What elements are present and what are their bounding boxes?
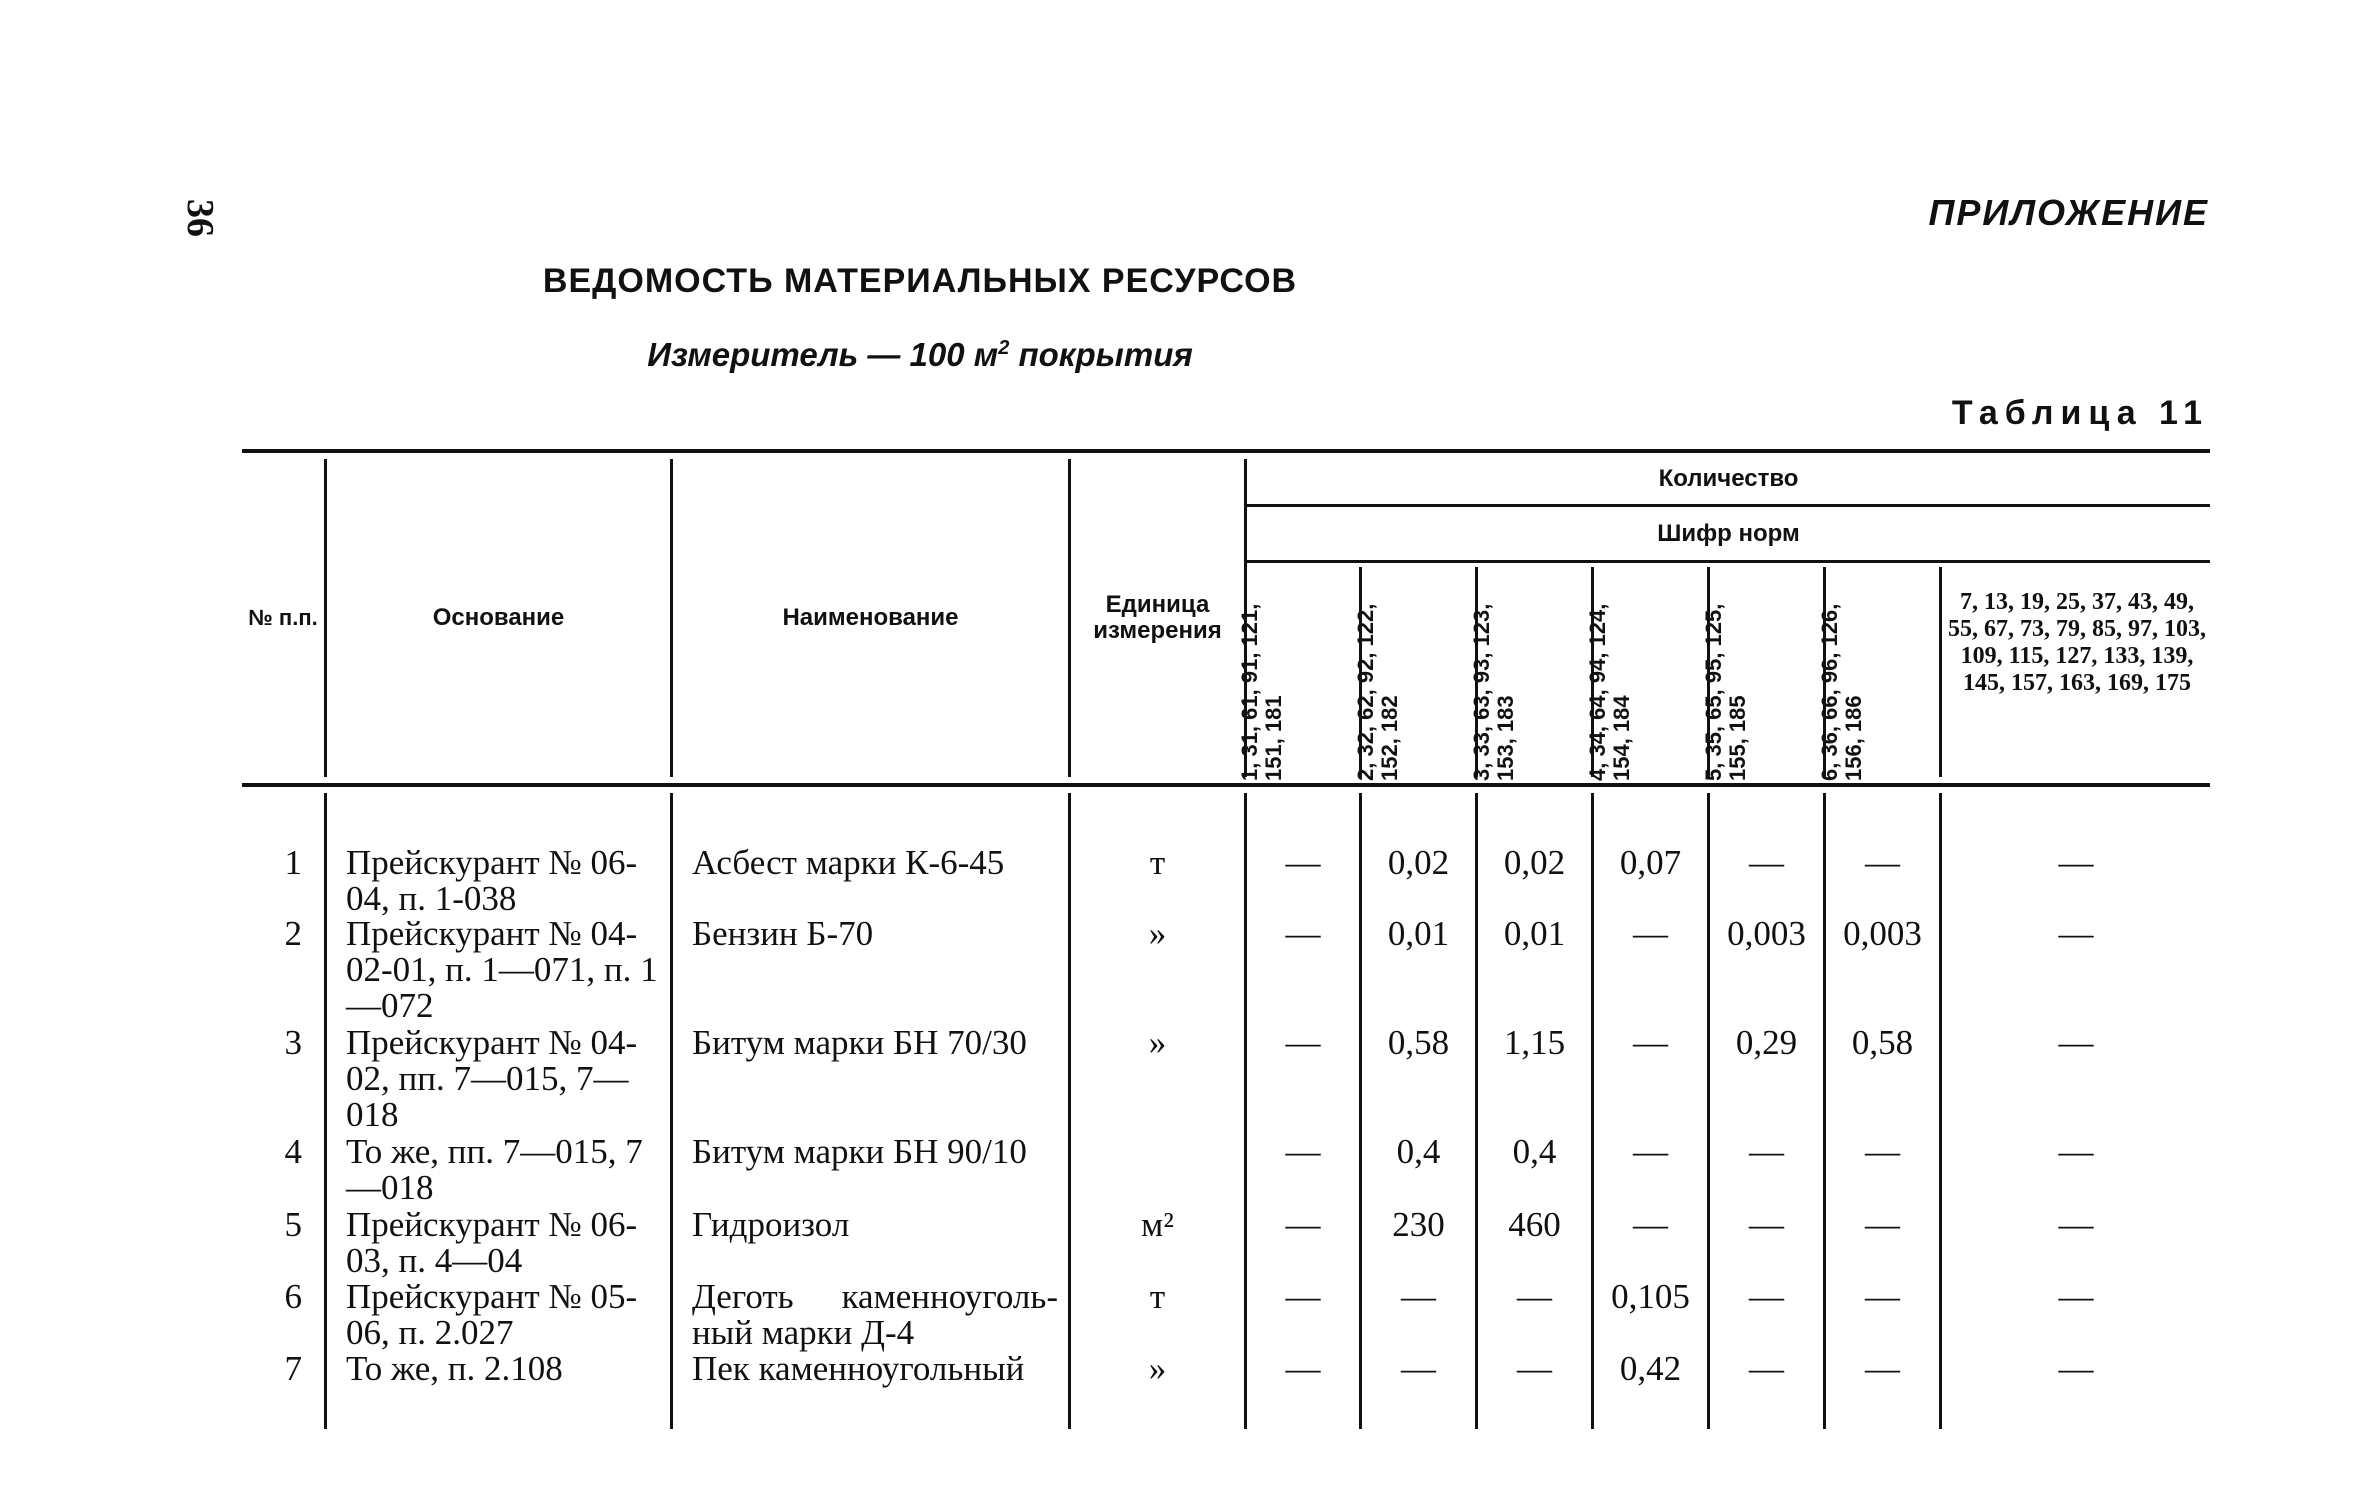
row-value: 0,4 xyxy=(1396,1132,1441,1171)
row-value: — xyxy=(1865,1277,1900,1316)
row-basis: Прейскурант № 06-04, п. 1-038 xyxy=(346,843,638,918)
materials-table xyxy=(242,449,2210,1434)
row-basis: То же, пп. 7—015, 7—018 xyxy=(346,1132,643,1207)
row-value: — xyxy=(1865,1349,1900,1388)
row-name: Асбест марки К-6-45 xyxy=(692,843,1005,882)
row-number: 4 xyxy=(284,1132,302,1171)
row-value: — xyxy=(1865,1132,1900,1171)
row-value: 0,07 xyxy=(1619,843,1682,882)
row-value: — xyxy=(1633,1205,1668,1244)
row-basis: Прейскурант № 04-02, пп. 7—015, 7—018 xyxy=(346,1023,638,1134)
row-value: — xyxy=(1749,843,1784,882)
row-value: — xyxy=(1401,1277,1436,1316)
row-value: — xyxy=(1285,1349,1321,1388)
row-value: 0,01 xyxy=(1503,914,1566,953)
row-value: 0,105 xyxy=(1611,1277,1690,1316)
appendix-label: ПРИЛОЖЕНИЕ xyxy=(1928,192,2209,233)
row-value: — xyxy=(1517,1277,1552,1316)
document-title: ВЕДОМОСТЬ МАТЕРИАЛЬНЫХ РЕСУРСОВ xyxy=(542,262,1298,300)
row-value: — xyxy=(2058,843,2094,882)
row-number: 3 xyxy=(284,1023,302,1062)
row-value: 0,003 xyxy=(1843,914,1922,953)
row-value: — xyxy=(1749,1349,1784,1388)
row-value: — xyxy=(1749,1277,1784,1316)
row-value: — xyxy=(1633,1132,1668,1171)
row-value: — xyxy=(2058,1132,2094,1171)
body-divider xyxy=(1068,793,1071,1429)
header-quantity: Количество xyxy=(1658,465,1799,492)
row-value: — xyxy=(1865,843,1900,882)
body-divider xyxy=(1475,793,1478,1429)
body-divider xyxy=(670,793,673,1429)
row-basis: Прейскурант № 05-06, п. 2.027 xyxy=(346,1277,638,1352)
row-value: — xyxy=(1285,1023,1321,1062)
row-number: 2 xyxy=(284,914,302,953)
subtitle-prefix: Измеритель — 100 м xyxy=(647,336,999,373)
row-value: — xyxy=(2058,1023,2094,1062)
row-value: 0,42 xyxy=(1619,1349,1682,1388)
table-top-rule xyxy=(242,449,2210,453)
row-value: — xyxy=(1285,1277,1321,1316)
code-header-3: 3, 33, 63, 93, 123, 153, 183 xyxy=(1469,603,1518,781)
code-header-4: 4, 34, 64, 94, 124, 154, 184 xyxy=(1585,603,1634,781)
row-value: 0,29 xyxy=(1735,1023,1798,1062)
quantity-rule xyxy=(1244,504,2210,507)
row-name: Бензин Б-70 xyxy=(692,914,874,953)
row-value: — xyxy=(2058,1277,2094,1316)
body-divider xyxy=(1591,793,1594,1429)
row-unit: м² xyxy=(1141,1205,1174,1244)
header-bottom-rule xyxy=(242,783,2210,787)
row-value: 0,01 xyxy=(1387,914,1450,953)
page-number: 36 xyxy=(179,199,221,237)
row-value: — xyxy=(1633,914,1668,953)
row-number: 5 xyxy=(284,1205,302,1244)
row-name: Гидроизол xyxy=(692,1205,850,1244)
row-basis: То же, п. 2.108 xyxy=(346,1349,563,1388)
header-name: Наименование xyxy=(782,604,959,631)
row-value: — xyxy=(2058,1349,2094,1388)
row-name: Битум марки БН 90/10 xyxy=(692,1132,1027,1171)
row-value: — xyxy=(1285,843,1321,882)
row-value: — xyxy=(1633,1023,1668,1062)
header-divider xyxy=(1939,567,1942,777)
header-num: № п.п. xyxy=(248,605,318,630)
code-header-7: 7, 13, 19, 25, 37, 43, 49, 55, 67, 73, 79, 85, 97, 103, 109, 115, 127, 133, 139, 145, 157, 163, 169, 175 xyxy=(1948,589,2206,696)
row-value: 1,15 xyxy=(1503,1023,1566,1062)
row-value: — xyxy=(1749,1132,1784,1171)
row-basis: Прейскурант № 04-02-01, п. 1—071, п. 1—072 xyxy=(346,914,658,1025)
row-unit: т xyxy=(1149,843,1166,882)
row-value: — xyxy=(2058,1205,2094,1244)
row-name: Битум марки БН 70/30 xyxy=(692,1023,1027,1062)
row-value: 0,58 xyxy=(1387,1023,1450,1062)
body-divider xyxy=(1244,793,1247,1429)
code-header-1: 1, 31, 61, 91, 121, 151, 181 xyxy=(1237,603,1286,781)
row-basis: Прейскурант № 06-03, п. 4—04 xyxy=(346,1205,638,1280)
body-divider xyxy=(1707,793,1710,1429)
row-value: — xyxy=(1285,914,1321,953)
row-value: — xyxy=(1401,1349,1436,1388)
row-number: 1 xyxy=(284,843,302,882)
header-unit: Единица измерения xyxy=(1093,591,1222,644)
row-value: — xyxy=(1865,1205,1900,1244)
row-value: — xyxy=(1517,1349,1552,1388)
body-divider xyxy=(324,793,327,1429)
row-value: — xyxy=(1749,1205,1784,1244)
row-value: 0,02 xyxy=(1387,843,1450,882)
row-value: — xyxy=(1285,1205,1321,1244)
body-divider xyxy=(1359,793,1362,1429)
row-value: 0,02 xyxy=(1503,843,1566,882)
row-name: Пек каменноугольный xyxy=(692,1349,1025,1388)
row-value: 460 xyxy=(1508,1205,1561,1244)
document-subtitle xyxy=(0,336,1840,374)
row-unit: т xyxy=(1149,1277,1166,1316)
row-value: 0,003 xyxy=(1727,914,1806,953)
codes-rule xyxy=(1244,560,2210,563)
table-label: Таблица 11 xyxy=(1951,394,2209,432)
row-value: 0,58 xyxy=(1851,1023,1914,1062)
row-unit: » xyxy=(1148,1349,1167,1388)
body-divider xyxy=(1823,793,1826,1429)
header-codes: Шифр норм xyxy=(1657,520,1800,547)
row-value: — xyxy=(1285,1132,1321,1171)
row-unit: » xyxy=(1148,1023,1167,1062)
row-unit: » xyxy=(1148,914,1167,953)
row-number: 7 xyxy=(284,1349,302,1388)
row-value: 230 xyxy=(1392,1205,1445,1244)
row-number: 6 xyxy=(284,1277,302,1316)
code-header-2: 2, 32, 62, 92, 122, 152, 182 xyxy=(1353,603,1402,781)
body-divider xyxy=(1939,793,1942,1429)
subtitle-superscript: 2 xyxy=(998,337,1010,359)
header-basis: Основание xyxy=(432,604,565,631)
row-name: Деготь каменноуголь-ный марки Д-4 xyxy=(692,1277,1058,1352)
code-header-5: 5, 35, 65, 95, 125, 155, 185 xyxy=(1701,603,1750,781)
row-value: — xyxy=(2058,914,2094,953)
code-header-6: 6, 36, 66, 96, 126, 156, 186 xyxy=(1817,603,1866,781)
row-value: 0,4 xyxy=(1512,1132,1557,1171)
subtitle-suffix: покрытия xyxy=(1009,336,1193,373)
